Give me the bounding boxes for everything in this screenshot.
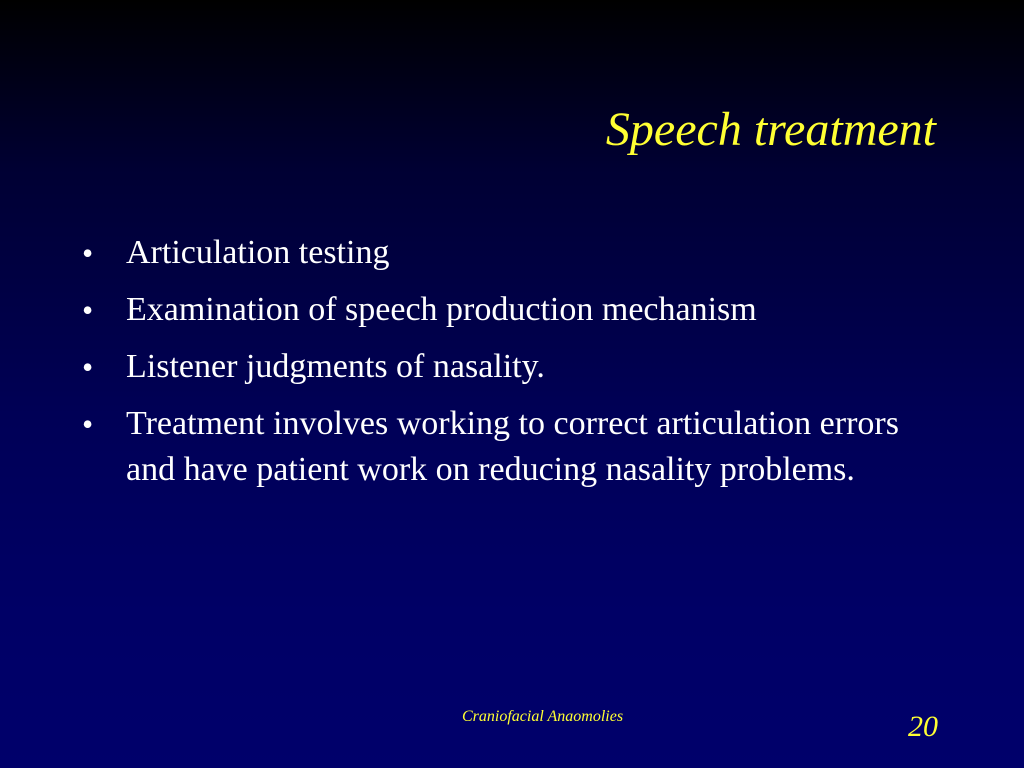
bullet-icon: • <box>82 406 94 442</box>
bullet-icon: • <box>82 349 94 385</box>
bullet-text: Articulation testing <box>126 234 390 271</box>
bullet-text: Listener judgments of nasality. <box>126 348 545 385</box>
list-item <box>82 230 942 276</box>
list-item <box>82 287 942 333</box>
bullet-icon: • <box>82 235 94 271</box>
slide-title: Speech treatment <box>605 103 936 156</box>
list-item <box>82 401 942 493</box>
bullet-icon: • <box>82 292 94 328</box>
page-number: 20 <box>908 710 938 743</box>
bullet-text: Examination of speech production mechanism <box>126 291 757 328</box>
bullet-text: Treatment involves working to correct articulation errors and have patient work on reducing nasality problems. <box>126 405 899 488</box>
bullet-list <box>82 230 942 504</box>
list-item <box>82 344 942 390</box>
slide-footer: Craniofacial Anaomolies <box>462 708 624 725</box>
